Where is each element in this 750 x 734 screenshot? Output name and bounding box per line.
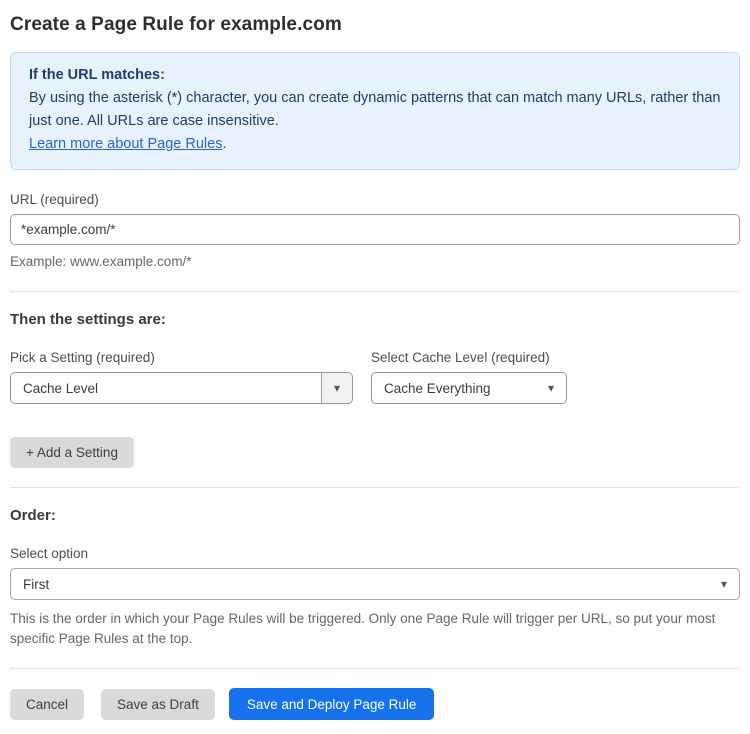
url-input[interactable]: [10, 214, 740, 245]
settings-section-heading: Then the settings are:: [10, 311, 166, 328]
url-field-label: URL (required): [10, 192, 99, 207]
save-as-draft-button[interactable]: Save as Draft: [101, 689, 215, 720]
order-dropdown[interactable]: [10, 568, 740, 600]
page-title: Create a Page Rule for example.com: [10, 14, 342, 35]
info-box-heading: If the URL matches:: [29, 67, 165, 83]
setting-picker-value: Cache Level: [23, 380, 99, 396]
info-box-body-text: By using the asterisk (*) character, you can create dynamic patterns that can match many URLs, rather than just one. All URLs are case insensitive.: [29, 90, 721, 129]
divider: [10, 668, 740, 669]
divider: [10, 487, 740, 488]
setting-picker-dropdown[interactable]: [10, 372, 353, 404]
cache-level-value: Cache Everything: [384, 380, 491, 396]
chevron-down-icon: ▾: [333, 381, 341, 395]
cache-level-picker-group: [371, 350, 567, 404]
learn-more-link[interactable]: Learn more about Page Rules: [29, 136, 223, 152]
cache-level-picker-label: Select Cache Level (required): [371, 350, 550, 365]
setting-picker-label: Pick a Setting (required): [10, 350, 155, 365]
cancel-button[interactable]: Cancel: [10, 689, 84, 720]
save-and-deploy-button[interactable]: Save and Deploy Page Rule: [229, 688, 435, 720]
order-select-label: Select option: [10, 546, 89, 561]
cache-level-dropdown[interactable]: [371, 372, 567, 404]
chevron-down-icon: ▾: [547, 381, 554, 395]
order-section-heading: Order:: [10, 507, 56, 524]
order-value: First: [23, 576, 50, 592]
chevron-down-icon: ▾: [720, 577, 727, 591]
link-suffix: .: [222, 136, 227, 152]
dropdown-arrow-segment: [321, 373, 352, 403]
url-matches-info-box: [10, 52, 740, 170]
divider: [10, 291, 740, 292]
settings-row: [10, 350, 740, 404]
setting-picker-group: [10, 350, 353, 404]
url-example-text: Example: www.example.com/*: [10, 254, 192, 269]
info-box-body: [29, 87, 721, 156]
order-description: This is the order in which your Page Rules will be triggered. Only one Page Rule will trigger per URL, so put your most specific Page Rules at the top.: [10, 611, 716, 646]
footer-button-row: [10, 688, 740, 720]
add-setting-button[interactable]: + Add a Setting: [10, 437, 134, 468]
